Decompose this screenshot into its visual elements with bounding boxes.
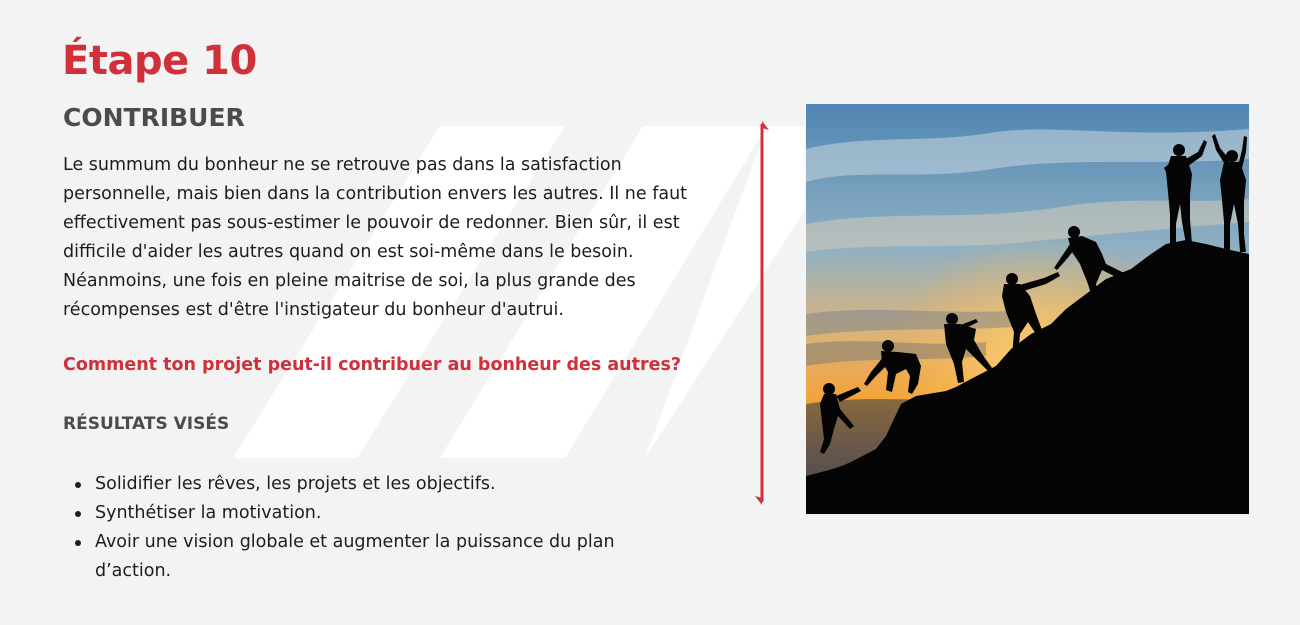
mountain-climbers-image xyxy=(806,104,1249,514)
results-heading: RÉSULTATS VISÉS xyxy=(63,414,230,434)
list-item: Avoir une vision globale et augmenter la puissance du plan d’action. xyxy=(63,528,623,586)
list-item: Synthétiser la motivation. xyxy=(63,499,623,528)
section-title: CONTRIBUER xyxy=(63,103,245,132)
vertical-divider-line xyxy=(752,120,772,506)
step-title: Étape 10 xyxy=(62,38,257,84)
results-list xyxy=(63,470,623,586)
intro-paragraph: Le summum du bonheur ne se retrouve pas dans la satisfaction personnelle, mais bien dans la contribution envers les autres. Il ne faut effectivement pas sous-estimer le pouvoir de redonner. Bien sûr, il est difficile d'aider les autres quand on est soi-même dans le besoin. Néanmoins, une fois en pleine maitrise de soi, la plus grande des récompenses est d'être l'instigateur du bonheur d'autrui. xyxy=(63,155,688,320)
reflection-question: Comment ton projet peut-il contribuer au bonheur des autres? xyxy=(63,355,682,375)
list-item: Solidifier les rêves, les projets et les objectifs. xyxy=(63,470,623,499)
